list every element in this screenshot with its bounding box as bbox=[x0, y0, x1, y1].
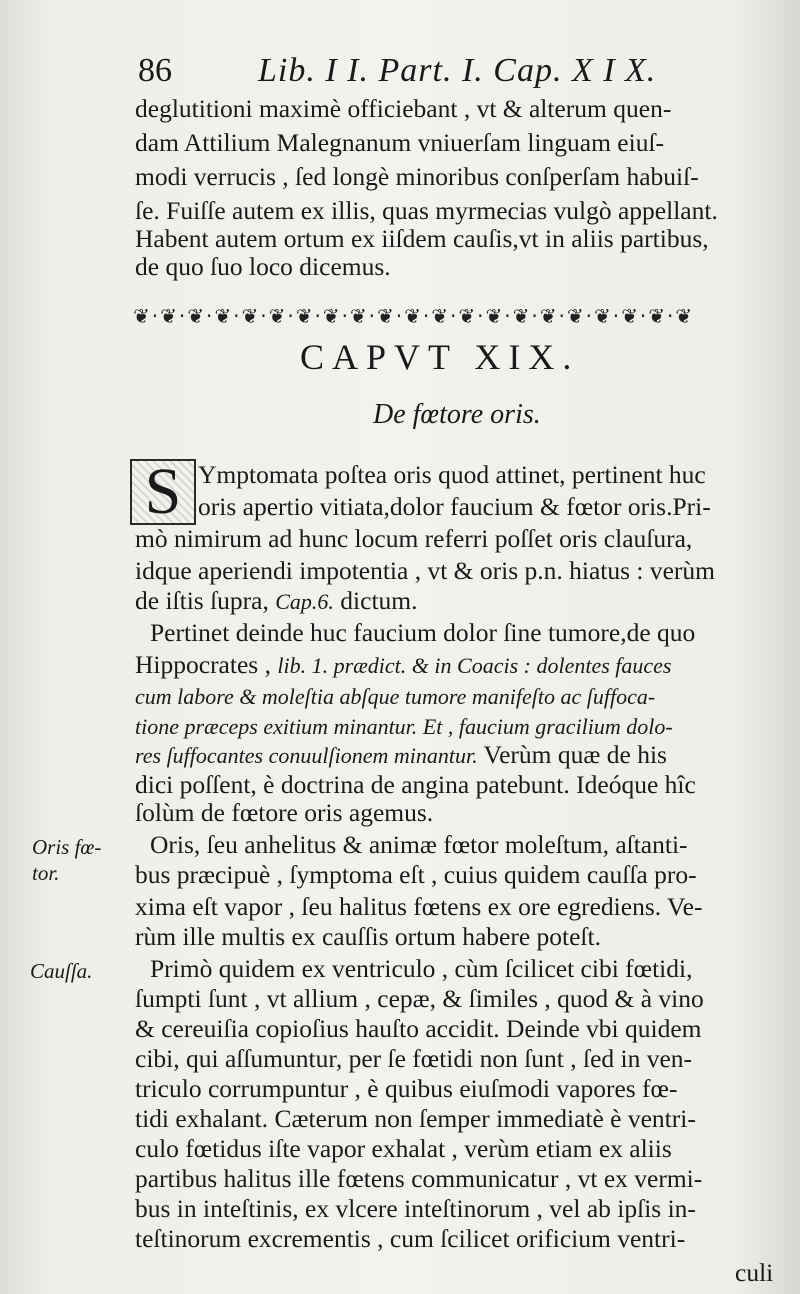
text-line: Primò quidem ex ventriculo , cùm ſcilicet cibi fœtidi, bbox=[150, 954, 693, 983]
text-line bbox=[135, 584, 775, 618]
text-line: triculo corrumpuntur , è quibus eiuſmodi vapores fœ- bbox=[135, 1074, 678, 1103]
quotation-line: cum labore & moleſtia abſque tumore manifeſto ac ſuffoca- bbox=[135, 684, 656, 709]
running-header bbox=[138, 52, 698, 92]
text-line: teſtinorum excrementis , cum ſcilicet orificium ventri- bbox=[135, 1224, 686, 1253]
text-span: de iſtis ſupra, bbox=[135, 586, 276, 615]
text-span: tione præceps exitium minantur. bbox=[135, 714, 418, 739]
text-line: ſe. Fuiſſe autem ex illis, quas myrmecias vulgò appellant. bbox=[135, 196, 718, 225]
text-line bbox=[135, 738, 775, 772]
ornamental-border: ❦·❦·❦·❦·❦·❦·❦·❦·❦·❦·❦·❦·❦·❦·❦·❦·❦·❦·❦·❦·❦ bbox=[133, 304, 695, 328]
text-span: Verùm quæ de his bbox=[477, 740, 667, 769]
text-line: xima eſt vapor , ſeu halitus fœtens ex ore egrediens. Ve- bbox=[135, 892, 703, 921]
text-line: modi verrucis , ſed longè minoribus conſperſam habuiſ- bbox=[135, 162, 699, 191]
text-line: rùm ille multis ex cauſſis ortum habere poteſt. bbox=[135, 922, 601, 951]
margin-note-oris-foetor: Oris fœ- tor. bbox=[32, 835, 102, 885]
text-line: tidi exhalant. Cæterum non ſemper immediatè è ventri- bbox=[135, 1104, 696, 1133]
text-span: dictum. bbox=[333, 586, 418, 615]
text-line: deglutitioni maximè officiebant , vt & alterum quen- bbox=[135, 94, 672, 123]
text-line: & cereuiſia copioſius hauſto accidit. Deinde vbi quidem bbox=[135, 1014, 702, 1043]
quotation-span: res ſuffocantes conuulſionem minantur. bbox=[135, 743, 478, 768]
text-line: oris apertio vitiata,dolor faucium & fœtor oris.Pri- bbox=[198, 492, 711, 521]
margin-note-caussa: Cauſſa. bbox=[30, 959, 93, 983]
text-line: culo fœtidus iſte vapor exhalat , verùm etiam ex aliis bbox=[135, 1134, 672, 1163]
text-line: Oris, ſeu anhelitus & animæ fœtor moleſtum, aſtanti- bbox=[150, 830, 688, 859]
text-line: partibus halitus ille fœtens communicatur , vt ex vermi- bbox=[135, 1164, 703, 1193]
text-span: Hippocrates , bbox=[135, 650, 278, 679]
page-number: 86 bbox=[138, 52, 172, 89]
text-line: Pertinet deinde huc faucium dolor ſine tumore,de quo bbox=[150, 618, 696, 647]
text-line: bus præcipuè , ſymptoma eſt , cuius quidem cauſſa pro- bbox=[135, 860, 697, 889]
text-line: bus in inteſtinis, ex vlcere inteſtinorum , vel ab ipſis in- bbox=[135, 1194, 696, 1223]
text-line: ſolùm de fœtore oris agemus. bbox=[135, 798, 434, 827]
catchword: culi bbox=[735, 1258, 774, 1287]
text-line: dam Attilium Malegnanum vniuerſam linguam eiuſ- bbox=[135, 128, 665, 157]
text-line: Ymptomata poſtea oris quod attinet, pertinent huc bbox=[198, 460, 706, 489]
text-line: de quo ſuo loco dicemus. bbox=[135, 252, 391, 281]
text-span: Et , faucium gracilium dolo- bbox=[417, 714, 673, 739]
text-line: dici poſſent, è doctrina de angina patebunt. Ideóque hîc bbox=[135, 770, 696, 799]
running-title: Lib. I I. Part. I. Cap. X I X. bbox=[258, 52, 657, 89]
chapter-heading: CAPVT XIX. bbox=[300, 337, 580, 377]
text-line: idque aperiendi impotentia , vt & oris p.n. hiatus : verùm bbox=[135, 556, 716, 585]
text-line: cibi, qui aſſumuntur, per ſe fœtidi non ſunt , ſed in ven- bbox=[135, 1044, 693, 1073]
citation: lib. 1. prædict. & in Coacis : dolentes fauces bbox=[277, 653, 672, 678]
text-line: ſumpti ſunt , vt allium , cepæ, & ſimiles , quod & à vino bbox=[135, 984, 704, 1013]
text-line: mò nimirum ad hunc locum referri poſſet oris clauſura, bbox=[135, 524, 693, 553]
text-line: Habent autem ortum ex iiſdem cauſis,vt in aliis partibus, bbox=[135, 224, 709, 253]
chapter-subtitle: De fœtore oris. bbox=[373, 399, 541, 430]
cross-reference: Cap.6. bbox=[275, 589, 334, 614]
text-line bbox=[135, 648, 775, 682]
drop-cap: S bbox=[130, 459, 196, 525]
